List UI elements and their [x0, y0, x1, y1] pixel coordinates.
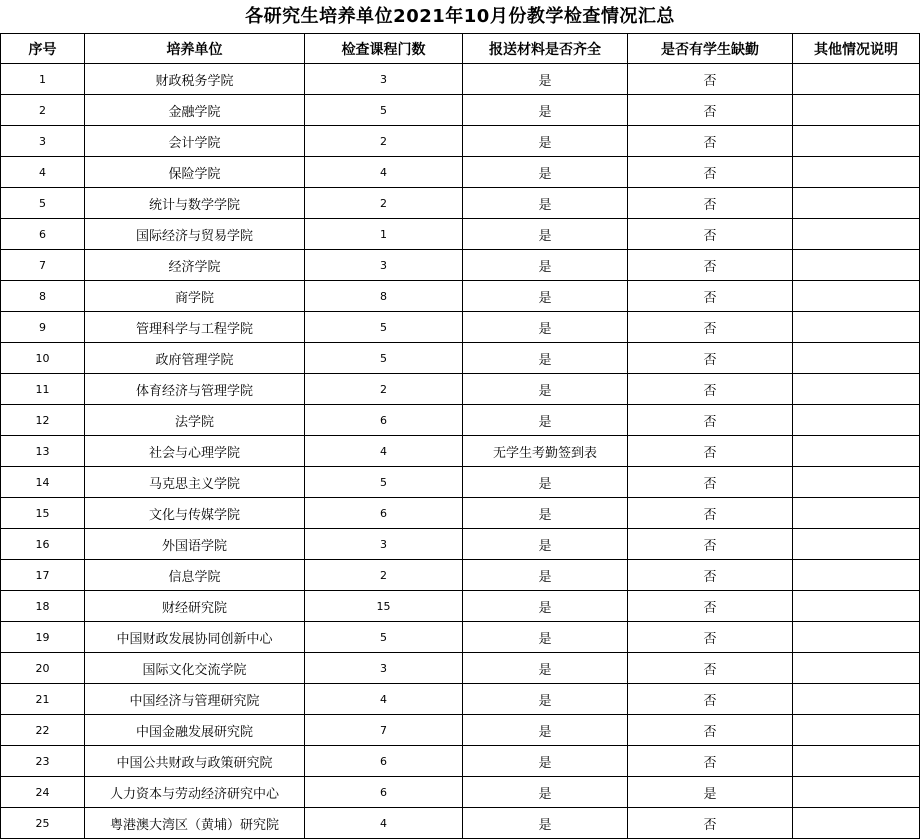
cell-courses[interactable]: 2 [305, 126, 463, 157]
cell-no[interactable]: 11 [1, 374, 85, 405]
table-row [1, 746, 920, 777]
cell-absence[interactable]: 否 [628, 250, 793, 281]
cell-no[interactable]: 22 [1, 715, 85, 746]
table-row [1, 529, 920, 560]
cell-absence[interactable]: 否 [628, 343, 793, 374]
cell-absence[interactable]: 否 [628, 653, 793, 684]
cell-other[interactable] [793, 467, 920, 498]
cell-unit[interactable]: 马克思主义学院 [85, 467, 305, 498]
cell-courses[interactable]: 4 [305, 436, 463, 467]
cell-no[interactable]: 2 [1, 95, 85, 126]
cell-materials[interactable]: 是 [463, 343, 628, 374]
table-row [1, 64, 920, 95]
cell-courses[interactable]: 2 [305, 374, 463, 405]
header-cell-courses[interactable]: 检查课程门数 [305, 34, 463, 64]
cell-absence[interactable]: 否 [628, 467, 793, 498]
cell-courses[interactable]: 2 [305, 560, 463, 591]
cell-other[interactable] [793, 715, 920, 746]
table-row [1, 312, 920, 343]
cell-unit[interactable]: 信息学院 [85, 560, 305, 591]
cell-absence[interactable]: 否 [628, 715, 793, 746]
cell-absence[interactable]: 否 [628, 560, 793, 591]
cell-other[interactable] [793, 622, 920, 653]
table-row [1, 343, 920, 374]
cell-unit[interactable]: 外国语学院 [85, 529, 305, 560]
cell-absence[interactable]: 是 [628, 777, 793, 808]
cell-courses[interactable]: 2 [305, 188, 463, 219]
cell-courses[interactable]: 8 [305, 281, 463, 312]
cell-materials[interactable]: 是 [463, 250, 628, 281]
cell-courses[interactable]: 4 [305, 684, 463, 715]
cell-no[interactable]: 13 [1, 436, 85, 467]
cell-materials[interactable]: 是 [463, 405, 628, 436]
cell-other[interactable] [793, 684, 920, 715]
cell-unit[interactable]: 中国金融发展研究院 [85, 715, 305, 746]
cell-no[interactable]: 10 [1, 343, 85, 374]
cell-materials[interactable]: 是 [463, 808, 628, 839]
cell-absence[interactable]: 否 [628, 529, 793, 560]
cell-materials[interactable]: 是 [463, 746, 628, 777]
cell-other[interactable] [793, 281, 920, 312]
cell-no[interactable]: 19 [1, 622, 85, 653]
cell-other[interactable] [793, 64, 920, 95]
cell-absence[interactable]: 否 [628, 374, 793, 405]
table-row [1, 126, 920, 157]
cell-courses[interactable]: 6 [305, 498, 463, 529]
table-row [1, 684, 920, 715]
cell-no[interactable]: 18 [1, 591, 85, 622]
table-row [1, 95, 920, 126]
cell-other[interactable] [793, 312, 920, 343]
cell-unit[interactable]: 经济学院 [85, 250, 305, 281]
cell-materials[interactable]: 是 [463, 498, 628, 529]
cell-unit[interactable]: 人力资本与劳动经济研究中心 [85, 777, 305, 808]
cell-no[interactable]: 1 [1, 64, 85, 95]
cell-absence[interactable]: 否 [628, 498, 793, 529]
cell-unit[interactable]: 中国公共财政与政策研究院 [85, 746, 305, 777]
cell-courses[interactable]: 4 [305, 808, 463, 839]
cell-courses[interactable]: 6 [305, 777, 463, 808]
cell-no[interactable]: 4 [1, 157, 85, 188]
sheet-title: 各研究生培养单位2021年10月份教学检查情况汇总 [245, 6, 675, 27]
cell-materials[interactable]: 是 [463, 64, 628, 95]
table-row [1, 281, 920, 312]
cell-materials[interactable]: 是 [463, 684, 628, 715]
cell-no[interactable]: 12 [1, 405, 85, 436]
cell-other[interactable] [793, 808, 920, 839]
cell-unit[interactable]: 体育经济与管理学院 [85, 374, 305, 405]
table-row [1, 374, 920, 405]
cell-other[interactable] [793, 529, 920, 560]
cell-no[interactable]: 7 [1, 250, 85, 281]
cell-other[interactable] [793, 343, 920, 374]
cell-materials[interactable]: 是 [463, 560, 628, 591]
cell-no[interactable]: 5 [1, 188, 85, 219]
cell-materials[interactable]: 是 [463, 529, 628, 560]
cell-other[interactable] [793, 591, 920, 622]
table-row [1, 777, 920, 808]
header-cell-materials[interactable]: 报送材料是否齐全 [463, 34, 628, 64]
cell-unit[interactable]: 粤港澳大湾区（黄埔）研究院 [85, 808, 305, 839]
cell-materials[interactable]: 是 [463, 95, 628, 126]
cell-other[interactable] [793, 188, 920, 219]
table-row [1, 250, 920, 281]
cell-other[interactable] [793, 653, 920, 684]
table-row [1, 498, 920, 529]
cell-no[interactable]: 25 [1, 808, 85, 839]
cell-other[interactable] [793, 436, 920, 467]
table-row [1, 436, 920, 467]
cell-other[interactable] [793, 126, 920, 157]
cell-unit[interactable]: 统计与数学学院 [85, 188, 305, 219]
cell-materials[interactable]: 无学生考勤签到表 [463, 436, 628, 467]
cell-absence[interactable]: 否 [628, 591, 793, 622]
cell-absence[interactable]: 否 [628, 64, 793, 95]
cell-no[interactable]: 21 [1, 684, 85, 715]
cell-other[interactable] [793, 157, 920, 188]
cell-absence[interactable]: 否 [628, 219, 793, 250]
cell-absence[interactable]: 否 [628, 808, 793, 839]
cell-unit[interactable]: 国际经济与贸易学院 [85, 219, 305, 250]
cell-courses[interactable]: 5 [305, 312, 463, 343]
cell-unit[interactable]: 管理科学与工程学院 [85, 312, 305, 343]
cell-absence[interactable]: 否 [628, 436, 793, 467]
cell-courses[interactable]: 4 [305, 157, 463, 188]
cell-no[interactable]: 6 [1, 219, 85, 250]
cell-materials[interactable]: 是 [463, 653, 628, 684]
cell-courses[interactable]: 3 [305, 250, 463, 281]
table-row [1, 188, 920, 219]
cell-absence[interactable]: 否 [628, 684, 793, 715]
cell-other[interactable] [793, 405, 920, 436]
table-row [1, 405, 920, 436]
cell-courses[interactable]: 5 [305, 95, 463, 126]
cell-other[interactable] [793, 746, 920, 777]
cell-absence[interactable]: 否 [628, 157, 793, 188]
cell-courses[interactable]: 3 [305, 529, 463, 560]
cell-no[interactable]: 17 [1, 560, 85, 591]
table-row [1, 219, 920, 250]
cell-unit[interactable]: 中国经济与管理研究院 [85, 684, 305, 715]
cell-courses[interactable]: 6 [305, 405, 463, 436]
cell-unit[interactable]: 社会与心理学院 [85, 436, 305, 467]
cell-no[interactable]: 16 [1, 529, 85, 560]
cell-materials[interactable]: 是 [463, 281, 628, 312]
cell-absence[interactable]: 否 [628, 126, 793, 157]
cell-absence[interactable]: 否 [628, 405, 793, 436]
cell-no[interactable]: 15 [1, 498, 85, 529]
cell-other[interactable] [793, 560, 920, 591]
table-row [1, 591, 920, 622]
cell-materials[interactable]: 是 [463, 777, 628, 808]
cell-materials[interactable]: 是 [463, 219, 628, 250]
cell-materials[interactable]: 是 [463, 467, 628, 498]
cell-absence[interactable]: 否 [628, 188, 793, 219]
cell-no[interactable]: 24 [1, 777, 85, 808]
table-row [1, 467, 920, 498]
cell-no[interactable]: 3 [1, 126, 85, 157]
header-cell-no[interactable]: 序号 [1, 34, 85, 64]
cell-other[interactable] [793, 250, 920, 281]
cell-courses[interactable]: 5 [305, 622, 463, 653]
cell-courses[interactable]: 5 [305, 343, 463, 374]
cell-no[interactable]: 14 [1, 467, 85, 498]
cell-unit[interactable]: 文化与传媒学院 [85, 498, 305, 529]
inspection-table [0, 33, 920, 839]
cell-other[interactable] [793, 219, 920, 250]
cell-materials[interactable]: 是 [463, 374, 628, 405]
table-row [1, 560, 920, 591]
cell-unit[interactable]: 会计学院 [85, 126, 305, 157]
table-row [1, 715, 920, 746]
cell-courses[interactable]: 1 [305, 219, 463, 250]
cell-materials[interactable]: 是 [463, 157, 628, 188]
cell-absence[interactable]: 否 [628, 622, 793, 653]
table-body [1, 64, 920, 839]
cell-courses[interactable]: 7 [305, 715, 463, 746]
cell-unit[interactable]: 中国财政发展协同创新中心 [85, 622, 305, 653]
header-cell-unit[interactable]: 培养单位 [85, 34, 305, 64]
cell-unit[interactable]: 政府管理学院 [85, 343, 305, 374]
cell-unit[interactable]: 财政税务学院 [85, 64, 305, 95]
cell-unit[interactable]: 国际文化交流学院 [85, 653, 305, 684]
cell-materials[interactable]: 是 [463, 715, 628, 746]
cell-absence[interactable]: 否 [628, 281, 793, 312]
cell-courses[interactable]: 3 [305, 64, 463, 95]
cell-courses[interactable]: 6 [305, 746, 463, 777]
cell-unit[interactable]: 财经研究院 [85, 591, 305, 622]
cell-materials[interactable]: 是 [463, 188, 628, 219]
cell-other[interactable] [793, 95, 920, 126]
header-cell-absence[interactable]: 是否有学生缺勤 [628, 34, 793, 64]
table-row [1, 622, 920, 653]
cell-absence[interactable]: 否 [628, 95, 793, 126]
cell-unit[interactable]: 法学院 [85, 405, 305, 436]
cell-unit[interactable]: 金融学院 [85, 95, 305, 126]
table-row [1, 157, 920, 188]
cell-no[interactable]: 8 [1, 281, 85, 312]
cell-other[interactable] [793, 498, 920, 529]
cell-absence[interactable]: 否 [628, 312, 793, 343]
cell-courses[interactable]: 15 [305, 591, 463, 622]
header-cell-other[interactable]: 其他情况说明 [793, 34, 920, 64]
header-row [1, 34, 920, 64]
cell-no[interactable]: 20 [1, 653, 85, 684]
cell-unit[interactable]: 保险学院 [85, 157, 305, 188]
cell-unit[interactable]: 商学院 [85, 281, 305, 312]
cell-materials[interactable]: 是 [463, 591, 628, 622]
cell-courses[interactable]: 5 [305, 467, 463, 498]
cell-materials[interactable]: 是 [463, 312, 628, 343]
cell-materials[interactable]: 是 [463, 126, 628, 157]
cell-absence[interactable]: 否 [628, 746, 793, 777]
cell-other[interactable] [793, 374, 920, 405]
cell-other[interactable] [793, 777, 920, 808]
cell-materials[interactable]: 是 [463, 622, 628, 653]
cell-no[interactable]: 9 [1, 312, 85, 343]
table-row [1, 653, 920, 684]
cell-no[interactable]: 23 [1, 746, 85, 777]
cell-courses[interactable]: 3 [305, 653, 463, 684]
table-row [1, 808, 920, 839]
